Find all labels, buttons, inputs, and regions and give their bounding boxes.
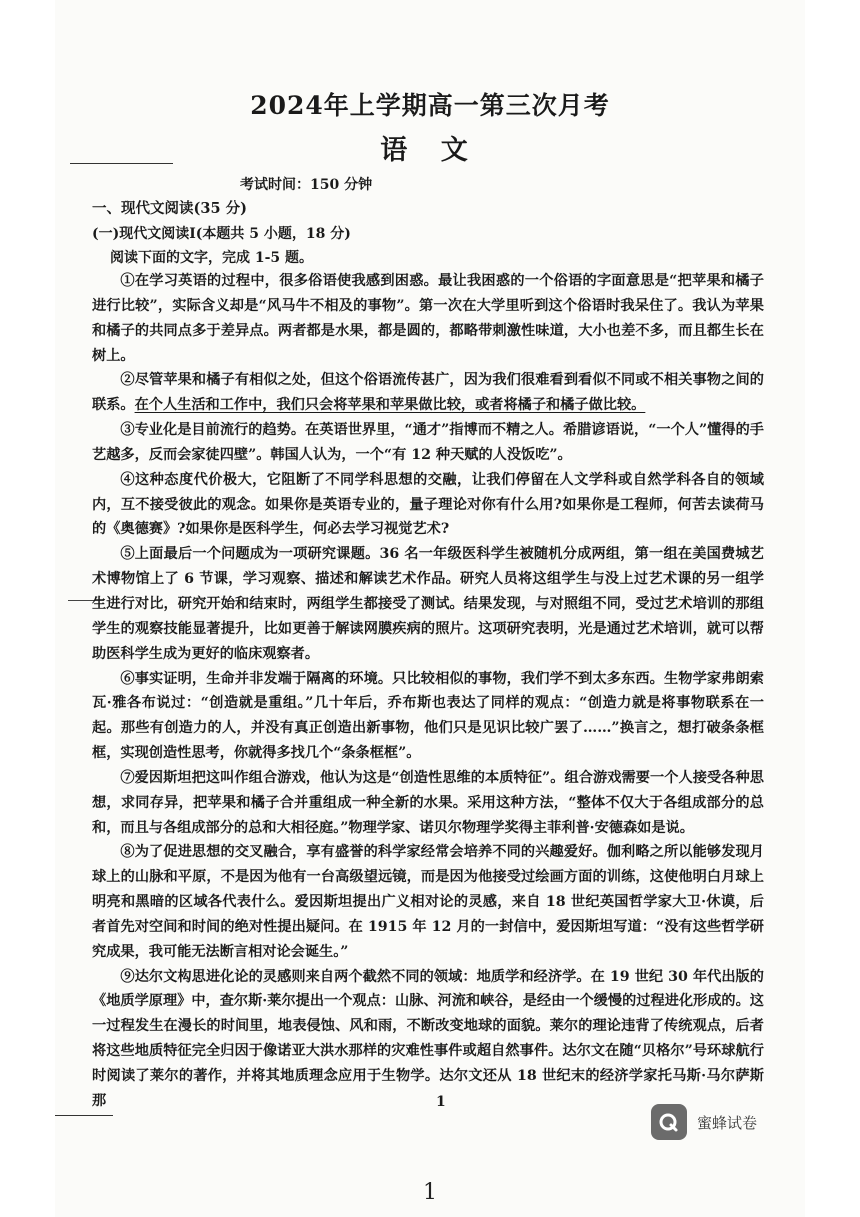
paragraph-2-text: ②尽管苹果和橘子有相似之处，但这个俗语流传甚广，因为我们很难看到看似不同或不相关事物之间的联系。 xyxy=(92,372,764,414)
bee-logo-icon xyxy=(651,1104,687,1140)
watermark-logo xyxy=(651,1102,771,1142)
subject-title: 语 文 xyxy=(380,135,480,166)
underlined-sentence: 在个人生活和工作中，我们只会将苹果和苹果做比较，或者将橘子和橘子做比较。 xyxy=(134,397,646,414)
paragraph-9: ⑨达尔文构思进化论的灵感则来自两个截然不同的领域：地质学和经济学。在 19 世纪 30 年代出版的《地质学原理》中，查尔斯·莱尔提出一个观点：山脉、河流和峡谷，是经由一个缓慢的过程进化形成的。这一过程发生在漫长的时间里，地表侵蚀、风和雨，不断改变地球的面貌。莱尔的理论违背了传统观点，后者将这些地质特征完全归因于像诺亚大洪水那样的灾难性事件或超自然事件。达尔文在随“贝格尔”号环球航行时阅读了莱尔的著作，并将其地质理念应用于生物学。达尔文还从 18 世纪末的经济学家托马斯·马尔萨斯那 xyxy=(92,968,764,1109)
subsection-heading: (一)现代文阅读Ⅰ(本题共 5 小题，18 分) xyxy=(92,226,351,242)
instruction: 阅读下面的文字，完成 1-5 题。 xyxy=(110,250,314,266)
bottom-page-number: 1 xyxy=(423,1180,437,1205)
paragraph-8: ⑧为了促进思想的交叉融合，享有盛誉的科学家经常会培养不同的兴趣爱好。伽利略之所以能够发现月球上的山脉和平原，不是因为他有一台高级望远镜，而是因为他接受过绘画方面的训练，这使他明白月球上明亮和黑暗的区域各代表什么。爱因斯坦提出广义相对论的灵感，来自 18 世纪英国哲学家大卫·休谟，后者首先对空间和时间的绝对性提出疑问。在 1915 年 12 月的一封信中，爱因斯坦写道：“没有这些哲学研究成果，我可能无法断言相对论会诞生。” xyxy=(92,844,764,960)
section-heading: 一、现代文阅读(35 分) xyxy=(92,200,247,217)
logo-text: 蜜蜂试卷 xyxy=(697,1113,758,1132)
paragraph-7: ⑦爱因斯坦把这叫作组合游戏，他认为这是“创造性思维的本质特征”。组合游戏需要一个人接受各种思想，求同存异，把苹果和橘子合并重组成一种全新的水果。采用这种方法，“整体不仅大于各组成部分的总和，而且与各组成部分的总和大相径庭。”物理学家、诺贝尔物理学奖得主菲利普·安德森如是说。 xyxy=(92,769,764,836)
paragraph-3: ③专业化是目前流行的趋势。在英语世界里，“通才”指博而不精之人。希腊谚语说，“一个人”懂得的手艺越多，反而会家徒四壁”。韩国人认为，一个“有 12 种天赋的人没饭吃”。 xyxy=(92,422,764,463)
paragraph-1: ①在学习英语的过程中，很多俗语使我感到困惑。最让我困惑的一个俗语的字面意思是“把苹果和橘子进行比较”，实际含义却是“风马牛不相及的事物”。第一次在大学里听到这个俗语时我呆住了。我认为苹果和橘子的共同点多于差异点。两者都是水果，都是圆的，都略带刺激性味道，大小也差不多，而且都生长在树上。 xyxy=(92,273,764,364)
footer-rule xyxy=(55,1115,113,1116)
paragraph-6: ⑥事实证明，生命并非发端于隔离的环境。只比较相似的事物，我们学不到太多东西。生物学家弗朗索瓦·雅各布说过：“创造就是重组。”几十年后，乔布斯也表达了同样的观点：“创造力就是将事物联系在一起。那些有创造力的人，并没有真正创造出新事物，他们只是见识比较广罢了……”换言之，想打破条条框框，实现创造性思考，你就得多找几个“条条框框”。 xyxy=(92,670,764,762)
paragraph-5: ⑤上面最后一个问题成为一项研究课题。36 名一年级医科学生被随机分成两组，第一组在美国费城艺术博物馆上了 6 节课，学习观察、描述和解读艺术作品。研究人员将这组学生与没上过艺术课的另一组学生进行对比，研究开始和结束时，两组学生都接受了测试。结果发现，与对照组不同，受过艺术培训的那组学生的观察技能显著提升，比如更善于解读网膜疾病的照片。这项研究表明，光是通过艺术培训，就可以帮助医科学生成为更好的临床观察者。 xyxy=(92,546,764,662)
paragraph-2 xyxy=(92,368,764,418)
exam-time: 考试时间：150 分钟 xyxy=(240,177,373,193)
exam-title: 2024年上学期高一第三次月考 xyxy=(250,91,610,120)
reading-passage xyxy=(92,269,764,1114)
paragraph-4: ④这种态度代价极大，它阻断了不同学科思想的交融，让我们停留在人文学科或自然学科各自的领域内，互不接受彼此的观念。如果你是英语专业的，量子理论对你有什么用?如果你是工程师，何苦去读荷马的《奥德赛》?如果你是医科学生，何必去学习视觉艺术? xyxy=(92,471,764,538)
page-number: 1 xyxy=(436,1094,446,1110)
